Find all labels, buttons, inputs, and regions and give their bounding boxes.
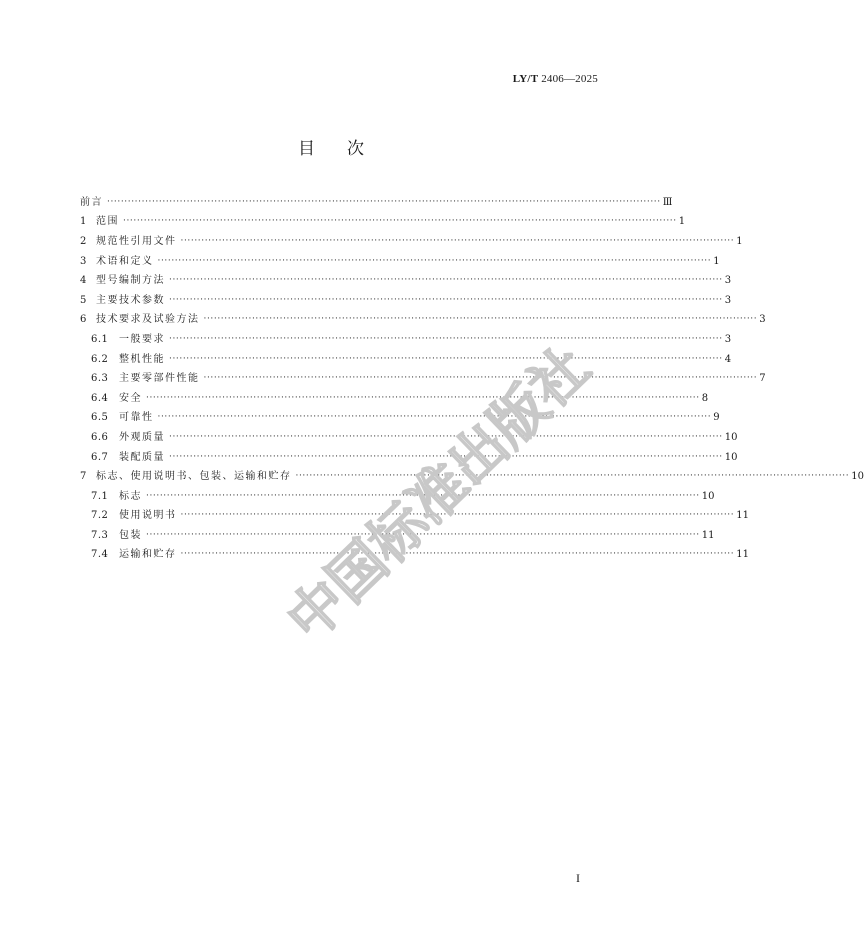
standard-code <box>513 73 598 85</box>
toc-entry-label: 术语和定义 <box>96 255 154 267</box>
toc-entry-page: 3 <box>724 275 732 287</box>
toc-entry-page: 3 <box>724 294 732 306</box>
toc-entry-label: 包装 <box>119 529 142 541</box>
toc-entry-number: 7.4 <box>91 549 109 561</box>
toc-entry-label: 一般要求 <box>119 333 165 345</box>
toc-entry-page: Ⅲ <box>662 196 673 208</box>
toc-entry[interactable] <box>80 467 864 487</box>
toc-entry-label: 整机性能 <box>119 353 165 365</box>
toc-entry[interactable] <box>80 546 749 566</box>
toc-entry-label: 装配质量 <box>119 451 165 463</box>
toc-entry-label: 可靠性 <box>119 412 154 424</box>
toc-entry-page: 1 <box>713 255 720 267</box>
toc-entry-page: 10 <box>724 451 738 463</box>
toc-entry-number: 4 <box>80 275 87 287</box>
toc-entry-number: 7.3 <box>91 529 109 541</box>
toc-entry-label: 安全 <box>119 392 142 404</box>
page-title: 目次 <box>298 139 396 159</box>
watermark-text: 中国标准出版社 <box>275 334 603 654</box>
toc-entry[interactable] <box>80 193 673 213</box>
toc-entry-page: 11 <box>736 510 749 522</box>
toc-entry-number: 6.7 <box>91 451 109 463</box>
toc-entry[interactable] <box>80 409 720 429</box>
toc-leader-dots <box>181 235 735 247</box>
toc-leader-dots <box>146 392 700 404</box>
toc-entry-page: 1 <box>678 216 686 228</box>
toc-entry-label: 规范性引用文件 <box>96 235 177 247</box>
toc-entry-number: 2 <box>80 235 87 247</box>
toc-entry-label: 技术要求及试验方法 <box>96 314 200 326</box>
standard-code-number: 2406—2025 <box>541 73 598 85</box>
toc-entry[interactable] <box>80 369 766 389</box>
toc-leader-dots <box>181 548 735 560</box>
toc-leader-dots <box>107 196 661 208</box>
toc-entry-number: 7.2 <box>91 510 109 522</box>
table-of-contents <box>80 193 864 565</box>
toc-leader-dots <box>123 215 677 227</box>
toc-entry-label: 主要技术参数 <box>96 294 165 306</box>
toc-entry-label: 标志 <box>119 490 142 502</box>
toc-leader-dots <box>169 353 723 365</box>
toc-entry[interactable] <box>80 291 732 311</box>
toc-entry-number: 7.1 <box>91 490 109 502</box>
toc-entry-number: 7 <box>80 471 87 483</box>
toc-entry-number: 6.6 <box>91 431 109 443</box>
toc-leader-dots <box>146 490 700 502</box>
toc-entry-page: 11 <box>736 549 749 561</box>
toc-entry-number: 6.3 <box>91 373 109 385</box>
toc-leader-dots <box>169 274 723 286</box>
toc-entry-number: 1 <box>80 216 87 228</box>
toc-entry-page: 3 <box>724 333 732 345</box>
toc-entry-label: 主要零部件性能 <box>119 373 200 385</box>
toc-leader-dots <box>158 411 712 423</box>
toc-leader-dots <box>158 255 712 267</box>
toc-leader-dots <box>181 509 735 521</box>
toc-entry-page: 7 <box>759 373 766 385</box>
toc-entry[interactable] <box>80 213 686 233</box>
toc-entry-page: 10 <box>724 431 738 443</box>
toc-entry[interactable] <box>80 448 738 468</box>
toc-entry-page: 10 <box>701 490 715 502</box>
toc-entry-number: 5 <box>80 294 87 306</box>
toc-entry-page: 3 <box>759 314 766 326</box>
toc-entry-page: 1 <box>736 235 743 247</box>
toc-leader-dots <box>146 529 700 541</box>
page-number: I <box>576 871 580 885</box>
toc-entry[interactable] <box>80 330 732 350</box>
toc-entry-page: 11 <box>701 529 715 541</box>
toc-entry-number: 6.2 <box>91 353 109 365</box>
toc-entry-page: 8 <box>701 392 709 404</box>
toc-entry[interactable] <box>80 311 766 331</box>
toc-leader-dots <box>169 294 723 306</box>
toc-entry[interactable] <box>80 526 715 546</box>
toc-entry[interactable] <box>80 487 715 507</box>
standard-code-prefix: LY/T <box>512 73 539 85</box>
toc-entry-number: 6.5 <box>91 412 109 424</box>
toc-leader-dots <box>204 372 758 384</box>
toc-entry[interactable] <box>80 350 732 370</box>
toc-entry-page: 4 <box>724 353 732 365</box>
toc-entry-label: 型号编制方法 <box>96 275 165 287</box>
toc-entry-page: 9 <box>713 412 720 424</box>
toc-entry[interactable] <box>80 389 709 409</box>
toc-entry-number: 3 <box>80 255 87 267</box>
toc-leader-dots <box>296 470 850 482</box>
toc-entry[interactable] <box>80 271 732 291</box>
toc-entry-page: 10 <box>851 471 864 483</box>
toc-entry[interactable] <box>80 507 749 527</box>
toc-entry-label: 外观质量 <box>119 431 165 443</box>
toc-entry-label: 范围 <box>96 216 119 228</box>
toc-entry-label: 运输和贮存 <box>119 549 177 561</box>
toc-entry-number: 6.1 <box>91 333 109 345</box>
toc-leader-dots <box>169 333 723 345</box>
toc-entry-label: 标志、使用说明书、包装、运输和贮存 <box>96 471 292 483</box>
toc-entry[interactable] <box>80 252 720 272</box>
toc-leader-dots <box>169 431 723 443</box>
toc-entry-label: 前言 <box>80 196 103 208</box>
toc-leader-dots <box>204 313 758 325</box>
toc-entry[interactable] <box>80 232 743 252</box>
toc-leader-dots <box>169 451 723 463</box>
toc-entry-number: 6.4 <box>91 392 109 404</box>
toc-entry[interactable] <box>80 428 738 448</box>
toc-entry-label: 使用说明书 <box>119 510 177 522</box>
toc-entry-number: 6 <box>80 314 87 326</box>
